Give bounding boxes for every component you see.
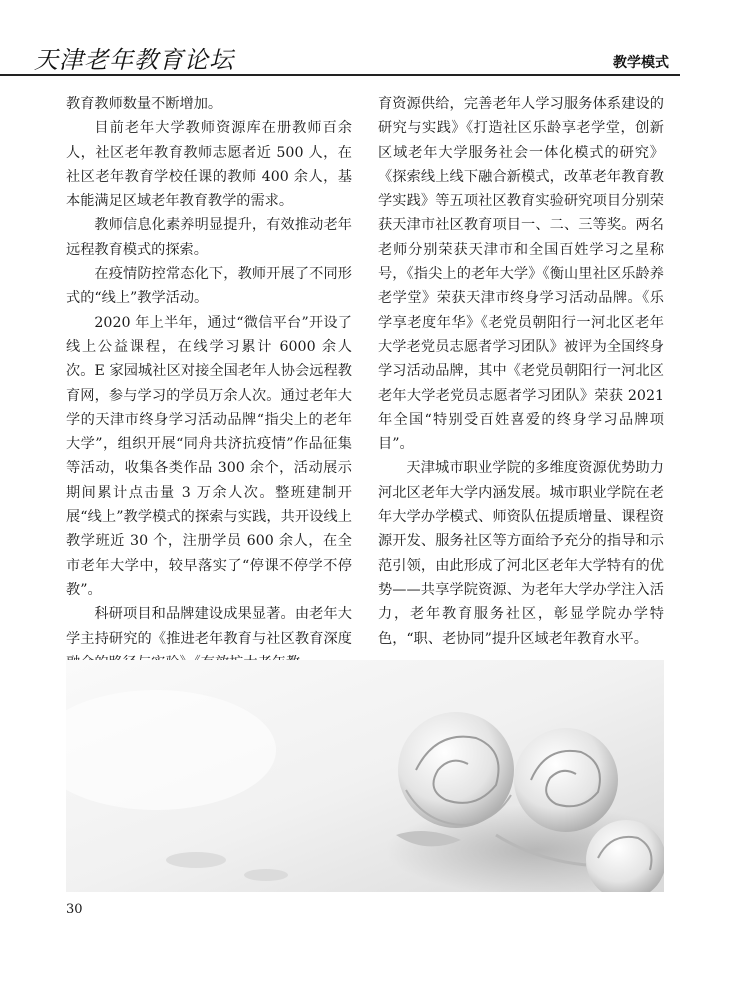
paragraph: 教师信息化素养明显提升，有效推动老年远程教育模式的探索。 [66, 217, 352, 258]
header-rule [0, 74, 680, 76]
section-title: 教学模式 [613, 55, 669, 71]
rose-photo [66, 660, 664, 892]
masthead-logo: 天津老年教育论坛 [34, 46, 234, 74]
page-header [0, 0, 731, 80]
paragraph: 教育教师数量不断增加。 [66, 96, 223, 112]
right-column [378, 92, 664, 651]
rose-photo-icon [66, 660, 664, 892]
paragraph: 天津城市职业学院的多维度资源优势助力河北区老年大学内涵发展。城市职业学院在老年大学办学模式、师资队伍提质增量、课程资源开发、服务社区等方面给予充分的指导和示范引领，由此形成了河北区老年大学特有的优势——共享学院资源、为老年大学办学注入活力，老年教育服务社区，彰显学院办学特色，“职、老协同”提升区域老年教育水平。 [378, 460, 664, 647]
paragraph: 目前老年大学教师资源库在册教师百余人，社区老年教育教师志愿者近 500 人，在社区老年教育学校任课的教师 400 余人，基本能满足区域老年教育教学的需求。 [66, 120, 352, 210]
paragraph: 2020 年上半年，通过“微信平台”开设了线上公益课程，在线学习累计 6000 余人次。E 家园城社区对接全国老年人协会远程教育网，参与学习的学员万余人次。通过老年大学的天津市终身学习活动品牌“指尖上的老年大学”，组织开展“同舟共济抗疫情”作品征集等活动，收集各类作品 300 余个，活动展示期间累计点击量 3 万余人次。整班建制开展“线上”教学模式的探索与实践，共开设线上教学班近 30 个，注册学员 600 余人，在全市老年大学中，较早落实了“停课不停学不停教”。 [66, 314, 352, 598]
left-column [66, 92, 352, 675]
paragraph: 科研项目和品牌建设成果显著。由老年大学主持研究的《推进老年教育与社区教育深度 [66, 606, 352, 647]
paragraph: 育资源供给，完善老年人学习服务体系建设的研究与实践》《打造社区乐龄享老学堂，创新区域老年大学服务社会一体化模式的研究》《探索线上线下融合新模式，改革老年教育教学实践》等五项社区教育实验研究项目分别荣获天津市社区教育项目一、二、三等奖。两名老师分别荣获天津市和全国百姓学习之星称号，《指尖上的老年大学》《衡山里社区乐龄养老学堂》荣获天津市终身学习活动品牌。《乐学享老度年华》《老党员朝阳行一河北区老年大学老党员志愿者学习团队》被评为全国终身学习活动品牌，其中《老党员朝阳行一河北区老年大学老党员志愿者学习团队》荣获 2021 年全国“特别受百姓喜爱的终身学习品牌项目”。 [378, 96, 664, 453]
paragraph: 在疫情防控常态化下，教师开展了不同形式的“线上”教学活动。 [66, 266, 352, 307]
page-number: 30 [66, 902, 83, 917]
